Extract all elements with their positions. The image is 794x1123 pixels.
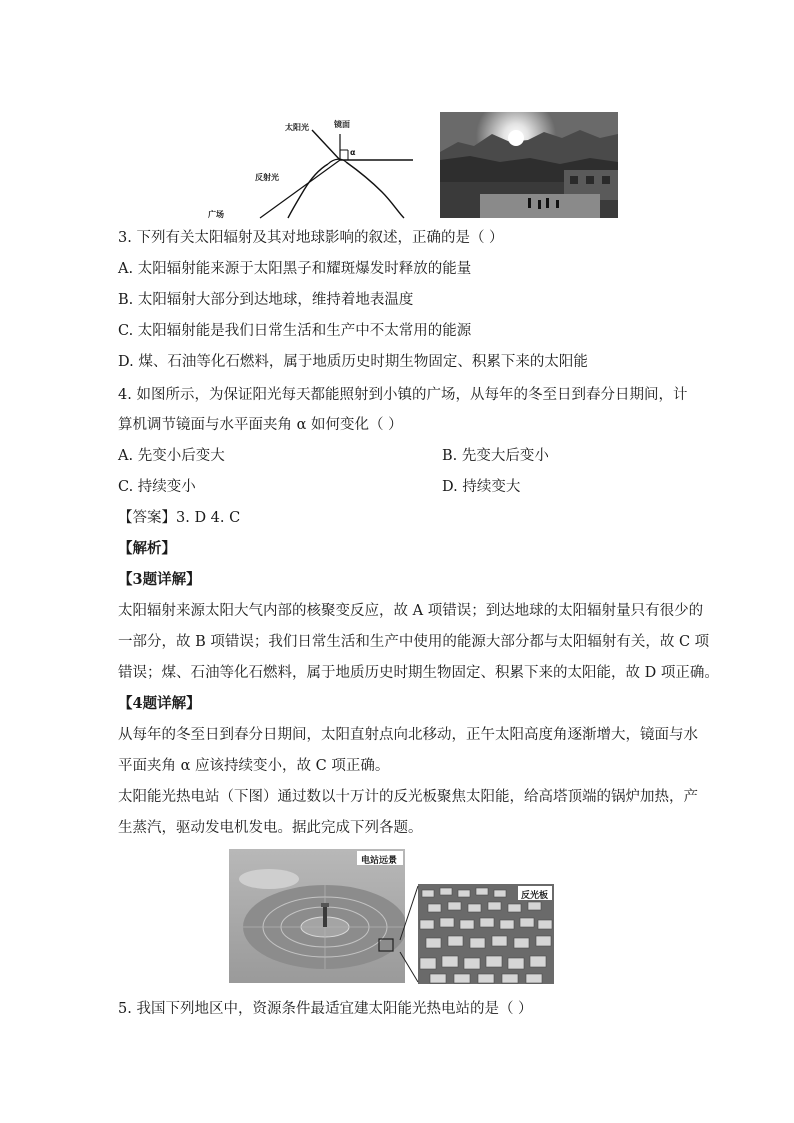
q3-option-b: B. 太阳辐射大部分到达地球，维持着地表温度 — [118, 292, 414, 308]
label-reflected: 反射光 — [255, 173, 279, 182]
q4-option-c: C. 持续变小 — [118, 479, 196, 495]
q4-stem-line1: 4. 如图所示，为保证阳光每天都能照射到小镇的广场，从每年的冬至日到春分日期间，计 — [118, 387, 688, 403]
label-mirror: 镜面 — [334, 120, 350, 129]
intro-line1: 太阳能光热电站（下图）通过数以十万计的反光板聚焦太阳能，给高塔顶端的锅炉加热，产 — [118, 789, 698, 805]
answer-line: 【答案】3. D 4. C — [118, 510, 241, 526]
intro-line2: 生蒸汽，驱动发电机发电。据此完成下列各题。 — [118, 820, 423, 836]
q3-stem: 3. 下列有关太阳辐射及其对地球影响的叙述，正确的是（ ） — [118, 230, 504, 246]
analysis-title: 【解析】 — [118, 540, 176, 557]
detail4-title: 【4题详解】 — [118, 695, 201, 712]
q4-option-a: A. 先变小后变大 — [118, 448, 225, 464]
label-reflector: 反光板 — [521, 891, 549, 901]
zoom-connector — [390, 884, 420, 984]
label-sunlight: 太阳光 — [285, 123, 309, 132]
town-sun-photo — [440, 112, 618, 218]
q4-option-b: B. 先变大后变小 — [442, 448, 549, 464]
detail3-line1: 太阳辐射来源太阳大气内部的核聚变反应，故 A 项错误；到达地球的太阳辐射量只有很少的 — [118, 603, 704, 619]
q3-option-a: A. 太阳辐射能来源于太阳黑子和耀斑爆发时释放的能量 — [118, 261, 472, 277]
detail3-title: 【3题详解】 — [118, 571, 201, 588]
q4-option-d: D. 持续变大 — [442, 479, 521, 495]
q3-option-d: D. 煤、石油等化石燃料，属于地质历史时期生物固定、积累下来的太阳能 — [118, 354, 588, 370]
q5-stem: 5. 我国下列地区中，资源条件最适宜建太阳能光热电站的是（ ） — [118, 1001, 533, 1017]
mirror-diagram — [200, 112, 420, 222]
label-station: 电站远景 — [361, 856, 398, 866]
q4-stem-line2: 算机调节镜面与水平面夹角 α 如何变化（ ） — [118, 417, 403, 433]
detail4-line1: 从每年的冬至日到春分日期间，太阳直射点向北移动，正午太阳高度角逐渐增大，镜面与水 — [118, 727, 698, 743]
detail3-line3: 错误；煤、石油等化石燃料，属于地质历史时期生物固定、积累下来的太阳能，故 D 项正确。 — [118, 665, 719, 681]
detail4-line2: 平面夹角 α 应该持续变小，故 C 项正确。 — [118, 758, 390, 774]
solar-station-photo — [229, 849, 405, 983]
label-alpha: α — [350, 148, 356, 157]
label-plaza: 广场 — [208, 210, 224, 219]
q3-option-c: C. 太阳辐射能是我们日常生活和生产中不太常用的能源 — [118, 323, 472, 339]
detail3-line2: 一部分，故 B 项错误；我们日常生活和生产中使用的能源大部分都与太阳辐射有关，故 C 项 — [118, 634, 710, 650]
